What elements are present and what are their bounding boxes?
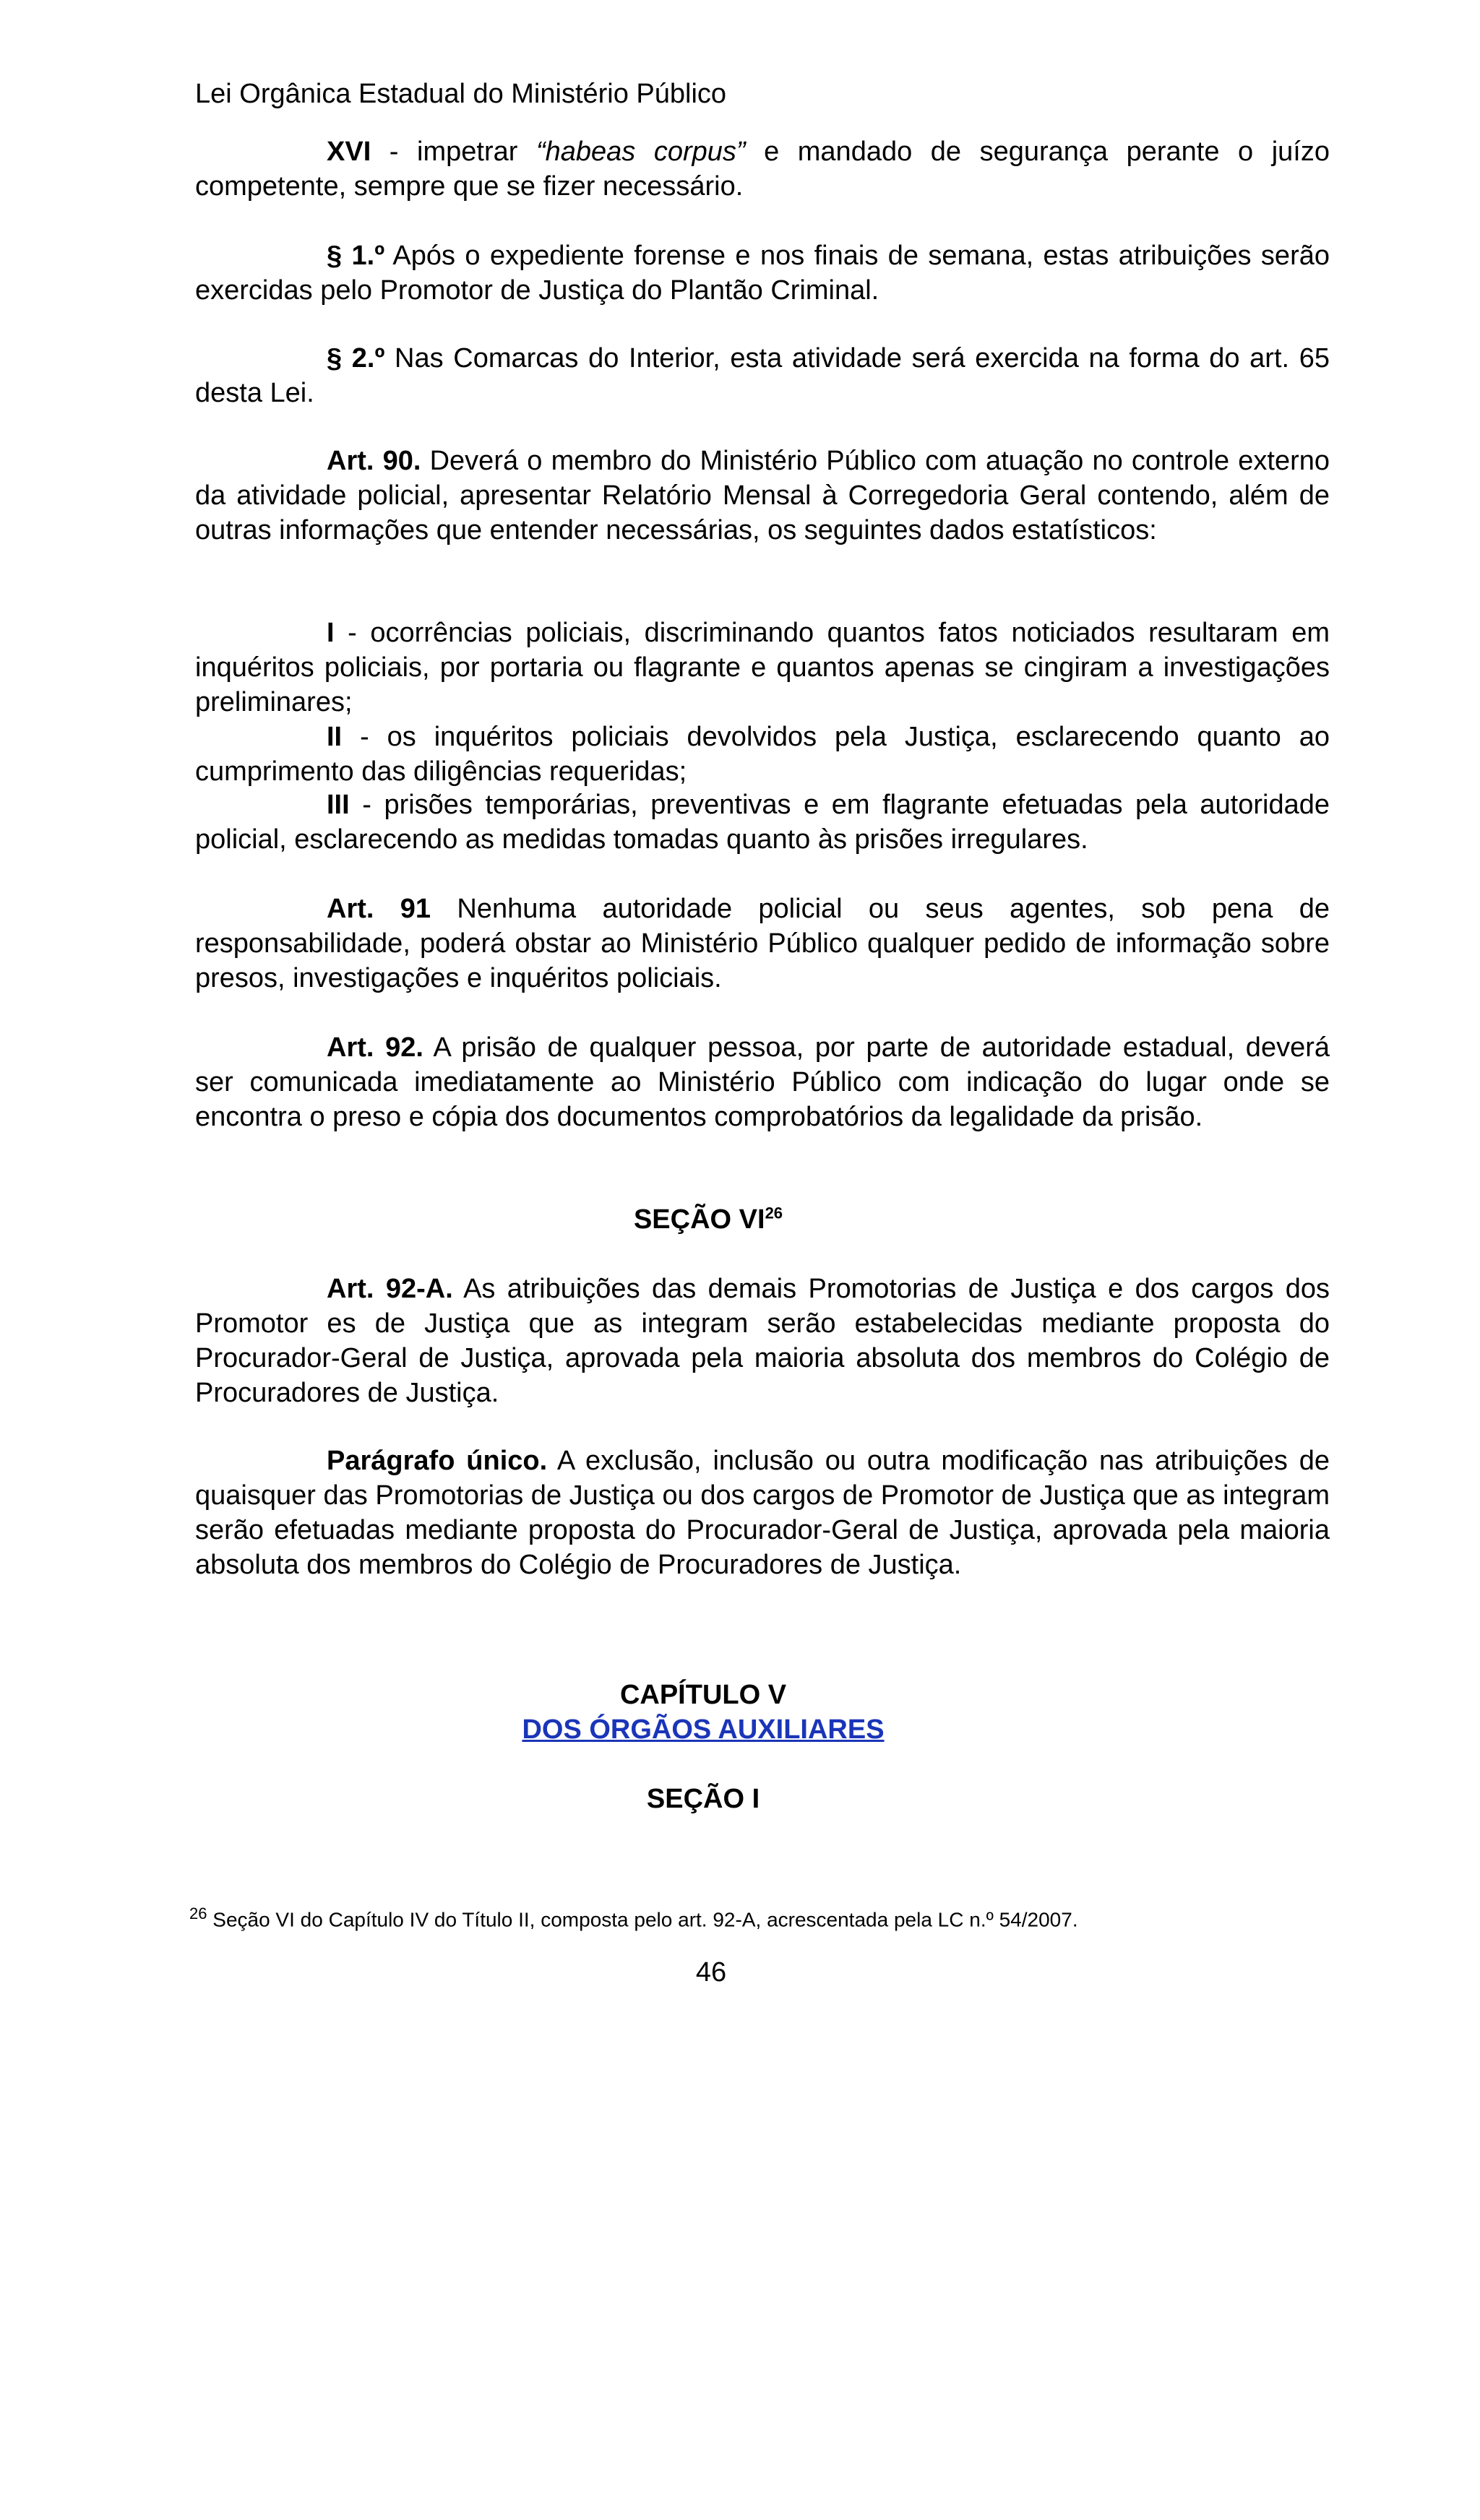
paragraph-label: § 2.º <box>327 343 385 374</box>
page-number: 46 <box>695 1957 727 1988</box>
article-90-item-i: I - ocorrências policiais, discriminando quantos fatos noticiados resultaram em inquéritos policiais, por portaria ou flagrante e quantos apenas se cingiram a investigações preliminares; <box>195 618 1330 717</box>
paragraph-1: § 1.º Após o expediente forense e nos finais de semana, estas atribuições serão exercidas pelo Promotor de Justiça do Plantão Criminal. <box>195 241 1330 306</box>
section-heading: SEÇÃO I <box>646 1784 760 1814</box>
article-label: Art. 91 <box>327 894 431 924</box>
article-92: Art. 92. A prisão de qualquer pessoa, por parte de autoridade estadual, deverá ser comunicada imediatamente ao Ministério Público com indicação do lugar onde se encontra o preso e cópia dos documentos comprobatórios da legalidade da prisão. <box>195 1032 1330 1132</box>
footnote: $^{26}$ Seção VI do Capítulo IV do Título II, composta pelo art. 92-A, acrescentada pela LC n.º 54/2007. <box>189 1904 1078 1931</box>
italic-term: “habeas corpus” <box>535 137 746 167</box>
chapter-subtitle-link[interactable]: DOS ÓRGÃOS AUXILIARES <box>522 1714 885 1745</box>
article-91: Art. 91 Nenhuma autoridade policial ou seus agentes, sob pena de responsabilidade, poderá obstar ao Ministério Público qualquer pedido de informação sobre presos, investigações e inquéritos policiais. <box>195 894 1330 993</box>
article-92a: Art. 92-A. As atribuições das demais Promotorias de Justiça e dos cargos dos Promotor es de Justiça que as integram serão estabelecidas mediante proposta do Procurador-Geral de Justiça, aprovada pela maioria absoluta dos membros do Colégio de Procuradores de Justiça. <box>195 1274 1330 1408</box>
article-label: Art. 92-A. <box>327 1274 453 1304</box>
item-label: I <box>327 618 335 648</box>
section-heading: SEÇÃO VI$^{26}$ <box>633 1204 783 1235</box>
item-label: XVI <box>327 137 371 167</box>
item-label: II <box>327 722 343 752</box>
paragraph-label: Parágrafo único. <box>327 1446 548 1476</box>
item-xvi: XVI - impetrar “habeas corpus” e mandado de segurança perante o juízo competente, sempre que se fizer necessário. <box>195 137 1330 202</box>
chapter-title: CAPÍTULO V <box>619 1680 787 1710</box>
paragraph-label: § 1.º <box>327 241 385 271</box>
article-90-item-iii: III - prisões temporárias, preventivas e em flagrante efetuadas pela autoridade policial, esclarecendo as medidas tomadas quanto às prisões irregulares. <box>195 790 1330 855</box>
running-header: Lei Orgânica Estadual do Ministério Público <box>195 79 727 109</box>
paragrafo-unico: Parágrafo único. A exclusão, inclusão ou outra modificação nas atribuições de quaisquer das Promotorias de Justiça ou dos cargos de Promotor de Justiça que as integram serão efetuadas mediante proposta do Procurador-Geral de Justiça, aprovada pela maioria absoluta dos membros do Colégio de Procuradores de Justiça. <box>195 1446 1330 1580</box>
footnote-ref: 26 <box>765 1204 783 1222</box>
chapter-subtitle <box>0 1712 1406 1747</box>
article-90: Art. 90. Deverá o membro do Ministério Público com atuação no controle externo da atividade policial, apresentar Relatório Mensal à Corregedoria Geral contendo, além de outras informações que entender necessárias, os seguintes dados estatísticos: <box>195 446 1330 545</box>
article-90-item-ii: II - os inquéritos policiais devolvidos pela Justiça, esclarecendo quanto ao cumprimento das diligências requeridas; <box>195 722 1330 787</box>
article-label: Art. 90. <box>327 446 421 476</box>
article-label: Art. 92. <box>327 1032 423 1063</box>
footnote-number: 26 <box>189 1904 207 1923</box>
item-label: III <box>327 790 350 820</box>
paragraph-2: § 2.º Nas Comarcas do Interior, esta atividade será exercida na forma do art. 65 desta Lei. <box>195 343 1330 408</box>
